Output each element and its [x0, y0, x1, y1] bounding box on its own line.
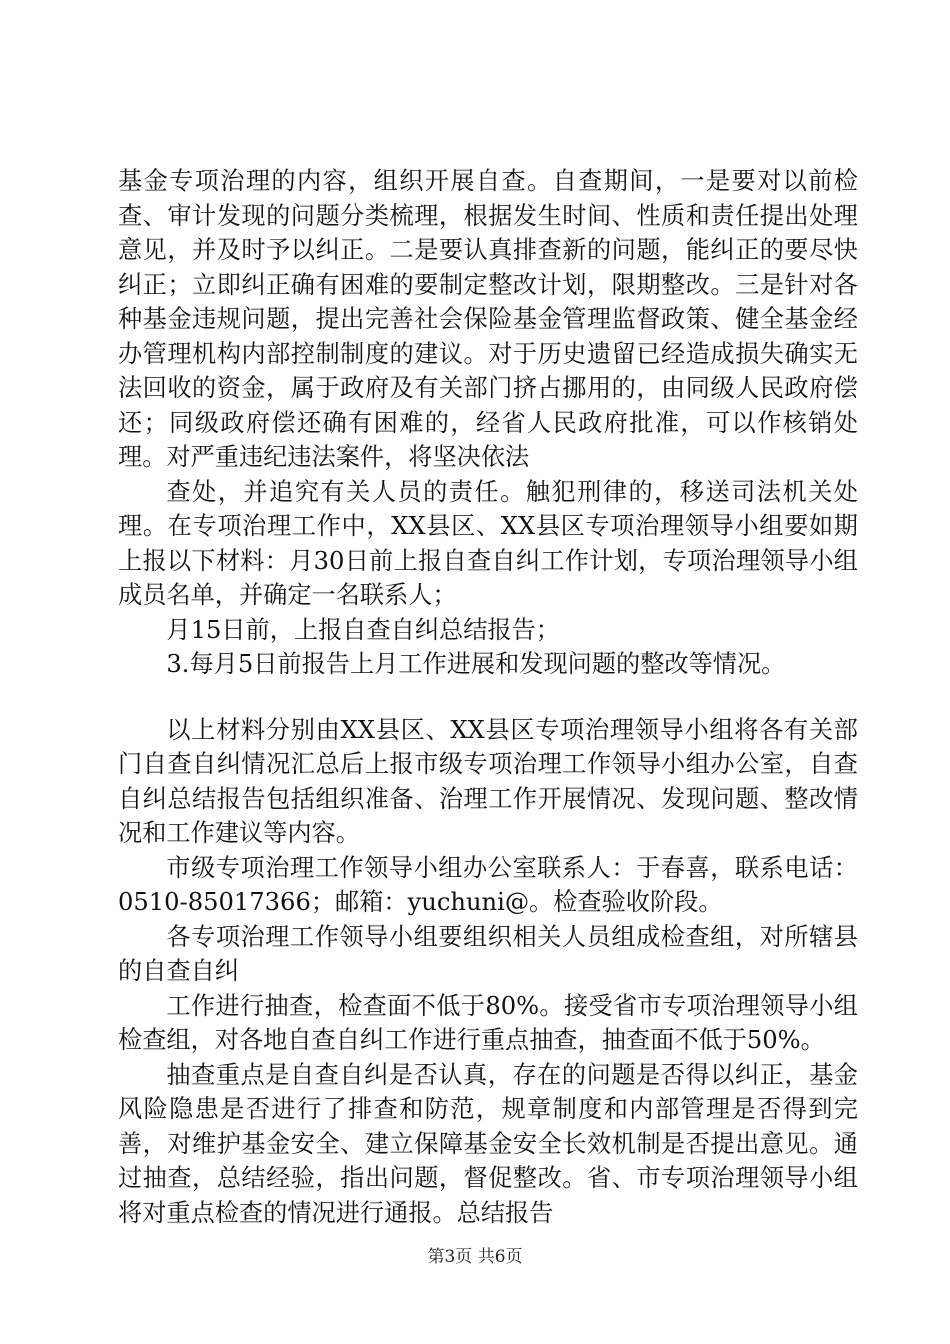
- paragraph-7: 各专项治理工作领导小组要组织相关人员组成检查组，对所辖县的自查自纠: [118, 922, 858, 985]
- paragraph-3: 月15日前，上报自查自纠总结报告；: [166, 615, 560, 644]
- paragraph-2: 查处，并追究有关人员的责任。触犯刑律的，移送司法机关处理。在专项治理工作中，XX县区、XX县区专项治理领导小组要如期上报以下材料：月30日前上报自查自纠工作计划，专项治理领导小组成员名单，并确定一名联系人；: [118, 477, 858, 609]
- page-number-footer: 第3页 共6页: [427, 1247, 523, 1267]
- paragraph-gap: [118, 682, 858, 713]
- paragraph-1: 基金专项治理的内容，组织开展自查。自查期间，一是要对以前检查、审计发现的问题分类梳理，根据发生时间、性质和责任提出处理意见，并及时予以纠正。二是要认真排查新的问题，能纠正的要尽快纠正；立即纠正确有困难的要制定整改计划，限期整改。三是针对各种基金违规问题，提出完善社会保险基金管理监督政策、健全基金经办管理机构内部控制制度的建议。对于历史遗留已经造成损失确实无法回收的资金，属于政府及有关部门挤占挪用的，由同级人民政府偿还；同级政府偿还确有困难的，经省人民政府批准，可以作核销处理。对严重违纪违法案件，将坚决依法: [118, 167, 858, 471]
- paragraph-8: 工作进行抽查，检查面不低于80%。接受省市专项治理领导小组检查组，对各地自查自纠工作进行重点抽查，抽查面不低于50%。: [118, 991, 858, 1054]
- paragraph-9: 抽查重点是自查自纠是否认真，存在的问题是否得以纠正，基金风险隐患是否进行了排查和防范，规章制度和内部管理是否得到完善，对维护基金安全、建立保障基金安全长效机制是否提出意见。通过抽查，总结经验，指出问题，督促整改。省、市专项治理领导小组将对重点检查的情况进行通报。总结报告: [118, 1060, 858, 1227]
- paragraph-4: 3.每月5日前报告上月工作进展和发现问题的整改等情况。: [166, 650, 786, 678]
- paragraph-6: 市级专项治理工作领导小组办公室联系人：于春喜，联系电话：0510-85017366；邮箱：yuchuni@。检查验收阶段。: [118, 853, 858, 916]
- paragraph-5: 以上材料分别由XX县区、XX县区专项治理领导小组将各有关部门自查自纠情况汇总后上报市级专项治理工作领导小组办公室，自查自纠总结报告包括组织准备、治理工作开展情况、发现问题、整改情况和工作建议等内容。: [118, 715, 858, 847]
- document-body: [118, 164, 858, 1230]
